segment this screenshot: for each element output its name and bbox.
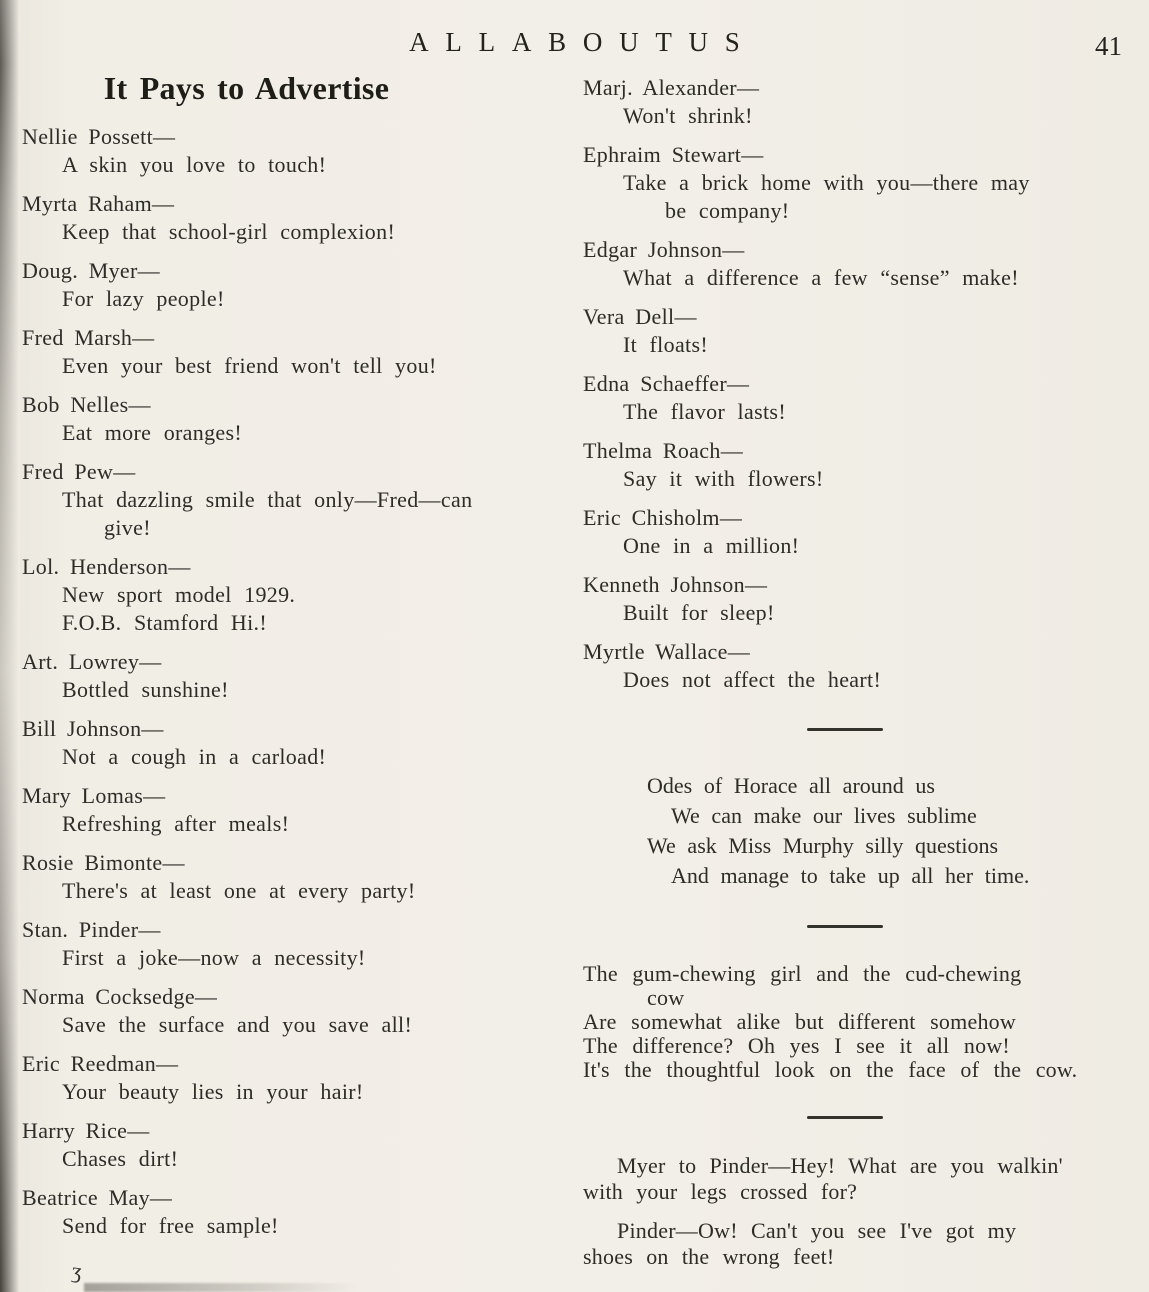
advertise-entry xyxy=(22,324,561,380)
two-column-body xyxy=(0,62,1149,1283)
slogan-line: Your beauty lies in your hair! xyxy=(62,1079,364,1104)
student-name: Bob Nelles— xyxy=(22,392,151,417)
student-name: Stan. Pinder— xyxy=(22,917,161,942)
advertise-entry xyxy=(22,553,561,637)
joke-paragraph xyxy=(583,1218,1135,1270)
slogan-line: Not a cough in a carload! xyxy=(62,744,327,769)
section-title: It Pays to Advertise xyxy=(103,70,390,106)
scan-edge-smudge xyxy=(84,1283,359,1292)
slogan-line: That dazzling smile that only—Fred—can xyxy=(62,487,473,512)
student-name: Fred Marsh— xyxy=(22,325,155,350)
slogan-line: Chases dirt! xyxy=(62,1146,179,1171)
joke-line: Pinder—Ow! Can't you see I've got my xyxy=(617,1218,1017,1243)
student-name: Doug. Myer— xyxy=(22,258,161,283)
student-name: Myrtle Wallace— xyxy=(583,639,751,664)
advertise-entry xyxy=(22,458,561,542)
slogan-line: A skin you love to touch! xyxy=(62,152,327,177)
page-header xyxy=(0,0,1149,62)
student-name: Vera Dell— xyxy=(583,304,697,329)
section-divider-rule xyxy=(807,728,883,731)
slogan-line: Save the surface and you save all! xyxy=(62,1012,413,1037)
slogan-line: Send for free sample! xyxy=(62,1213,279,1238)
running-title: ALLABOUTUS xyxy=(409,27,757,57)
slogan-line: For lazy people! xyxy=(62,286,225,311)
advertise-entry xyxy=(583,504,1135,560)
advertise-entry xyxy=(583,437,1135,493)
student-name: Nellie Possett— xyxy=(22,124,176,149)
slogan-line: Won't shrink! xyxy=(623,103,753,128)
slogan-line: It floats! xyxy=(623,332,709,357)
slogan-line: One in a million! xyxy=(623,533,800,558)
joke-line: shoes on the wrong feet! xyxy=(583,1244,835,1269)
poem-line: We can make our lives sublime xyxy=(671,803,977,828)
stray-ink-mark: ʒ xyxy=(70,1257,84,1284)
student-name: Lol. Henderson— xyxy=(22,554,191,579)
student-name: Marj. Alexander— xyxy=(583,75,760,100)
student-name: Rosie Bimonte— xyxy=(22,850,185,875)
advertise-entry xyxy=(583,141,1135,225)
advertise-entry xyxy=(22,190,561,246)
slogan-line: There's at least one at every party! xyxy=(62,878,416,903)
advertise-entry xyxy=(22,849,561,905)
student-name: Beatrice May— xyxy=(22,1185,173,1210)
student-name: Kenneth Johnson— xyxy=(583,572,768,597)
slogan-line: Keep that school-girl complexion! xyxy=(62,219,396,244)
student-name: Edgar Johnson— xyxy=(583,237,745,262)
student-name: Fred Pew— xyxy=(22,459,136,484)
verse-line: The difference? Oh yes I see it all now! xyxy=(583,1033,1010,1058)
advertise-entry xyxy=(22,123,561,179)
advertise-entry xyxy=(583,571,1135,627)
slogan-line: F.O.B. Stamford Hi.! xyxy=(62,610,268,635)
gum-chewing-verse xyxy=(583,962,1135,1082)
advertise-entry xyxy=(22,391,561,447)
advertise-entry xyxy=(22,1050,561,1106)
student-name: Art. Lowrey— xyxy=(22,649,162,674)
advertise-entry xyxy=(583,303,1135,359)
advertise-entry xyxy=(22,983,561,1039)
section-divider-rule xyxy=(807,1116,883,1119)
advertise-entry xyxy=(22,715,561,771)
student-name: Norma Cocksedge— xyxy=(22,984,218,1009)
advertise-entry xyxy=(583,638,1135,694)
poem-line: And manage to take up all her time. xyxy=(671,863,1030,888)
verse-line: cow xyxy=(647,985,685,1010)
advertise-entry xyxy=(22,782,561,838)
student-name: Myrta Raham— xyxy=(22,191,175,216)
slogan-line: Built for sleep! xyxy=(623,600,775,625)
slogan-line: New sport model 1929. xyxy=(62,582,296,607)
student-name: Eric Reedman— xyxy=(22,1051,179,1076)
left-column xyxy=(22,62,575,1283)
student-name: Mary Lomas— xyxy=(22,783,166,808)
slogan-line: be company! xyxy=(665,198,790,223)
poem-line: We ask Miss Murphy silly questions xyxy=(647,833,999,858)
slogan-line: The flavor lasts! xyxy=(623,399,786,424)
verse-line: Are somewhat alike but different somehow xyxy=(583,1009,1017,1034)
joke-line: Myer to Pinder—Hey! What are you walkin' xyxy=(617,1153,1063,1178)
slogan-line: Does not affect the heart! xyxy=(623,667,882,692)
page-number: 41 xyxy=(1095,31,1122,61)
section-divider-rule xyxy=(807,925,883,928)
slogan-line: Even your best friend won't tell you! xyxy=(62,353,437,378)
verse-line: The gum-chewing girl and the cud-chewing xyxy=(583,961,1022,986)
joke-paragraph xyxy=(583,1153,1135,1205)
advertise-entry xyxy=(583,236,1135,292)
advertise-entry xyxy=(22,1184,561,1240)
horace-poem xyxy=(647,771,1135,891)
student-name: Ephraim Stewart— xyxy=(583,142,764,167)
poem-line: Odes of Horace all around us xyxy=(647,773,935,798)
slogan-line: Take a brick home with you—there may xyxy=(623,170,1030,195)
student-name: Eric Chisholm— xyxy=(583,505,743,530)
student-name: Thelma Roach— xyxy=(583,438,744,463)
slogan-line: Refreshing after meals! xyxy=(62,811,290,836)
student-name: Edna Schaeffer— xyxy=(583,371,750,396)
book-gutter-shadow xyxy=(0,0,20,1292)
advertise-entry xyxy=(22,916,561,972)
student-name: Harry Rice— xyxy=(22,1118,150,1143)
advertise-entry xyxy=(583,74,1135,130)
advertise-entry xyxy=(22,257,561,313)
slogan-line: Eat more oranges! xyxy=(62,420,243,445)
slogan-line: What a difference a few “sense” make! xyxy=(623,265,1019,290)
slogan-line: Say it with flowers! xyxy=(623,466,824,491)
advertise-entry xyxy=(22,648,561,704)
slogan-line: First a joke—now a necessity! xyxy=(62,945,366,970)
verse-line: It's the thoughtful look on the face of the cow. xyxy=(583,1057,1078,1082)
advertise-entry xyxy=(583,370,1135,426)
right-column xyxy=(575,62,1135,1283)
student-name: Bill Johnson— xyxy=(22,716,164,741)
jokes-section xyxy=(583,1153,1135,1270)
slogan-line: Bottled sunshine! xyxy=(62,677,229,702)
advertise-entry xyxy=(22,1117,561,1173)
joke-line: with your legs crossed for? xyxy=(583,1179,858,1204)
slogan-line: give! xyxy=(104,515,151,540)
